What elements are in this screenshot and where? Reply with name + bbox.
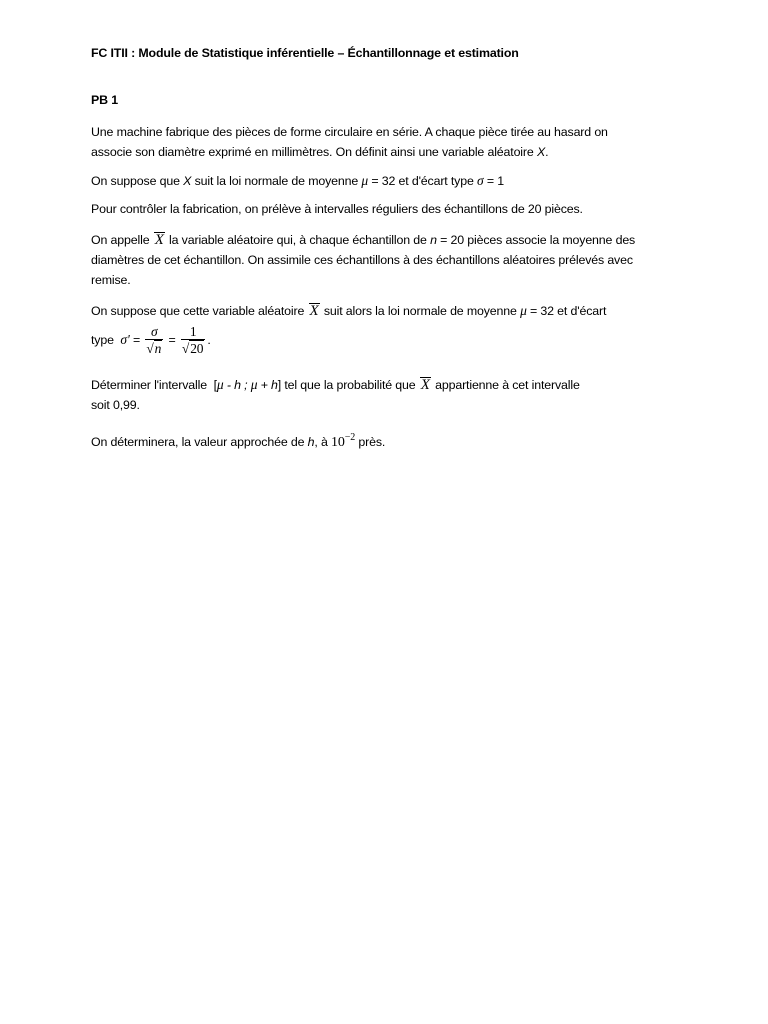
paragraph-5-line-1 xyxy=(91,303,606,319)
paragraph-4-line-2: diamètres de cet échantillon. On assimile ces échantillons à des échantillons aléatoires prélevés avec xyxy=(91,253,633,267)
variable-h: h xyxy=(307,435,315,449)
p6-text-3: appartienne à cet intervalle xyxy=(435,378,580,392)
paragraph-1-line-2 xyxy=(91,144,548,160)
xbar-symbol: X xyxy=(309,303,319,319)
p2-text-2: suit la loi normale de moyenne xyxy=(194,174,359,188)
plus-h: + h xyxy=(260,378,278,392)
equals-sign: = xyxy=(132,333,141,347)
fraction-denominator xyxy=(181,340,205,357)
p4-text-1: On appelle xyxy=(91,233,150,247)
p6-text-2: tel que la probabilité que xyxy=(284,378,416,392)
xbar-symbol: X xyxy=(420,377,430,393)
p5-end: . xyxy=(207,333,211,347)
paragraph-3: Pour contrôler la fabrication, on prélève à intervalles réguliers des échantillons de 20 pièces. xyxy=(91,202,583,216)
problem-heading: PB 1 xyxy=(91,93,118,107)
paragraph-1-line-1: Une machine fabrique des pièces de forme circulaire en série. A chaque pièce tirée au hasard on xyxy=(91,125,608,139)
variable-n: n xyxy=(430,233,437,247)
sqrt-symbol: √20 xyxy=(181,341,204,357)
radicand: 20 xyxy=(190,341,204,357)
paragraph-4-line-3: remise. xyxy=(91,273,131,287)
mu-symbol: μ xyxy=(520,303,527,318)
fraction-numerator: σ xyxy=(145,324,163,340)
paragraph-4-line-1 xyxy=(91,232,635,248)
p5-text-1: On suppose que cette variable aléatoire xyxy=(91,304,305,318)
paragraph-7 xyxy=(91,430,385,451)
sqrt-symbol: √n xyxy=(146,341,162,357)
p7-text-3: près. xyxy=(358,435,386,449)
document-title: FC ITII : Module de Statistique inférentielle – Échantillonnage et estimation xyxy=(91,46,519,60)
p2-text-1: On suppose que xyxy=(91,174,180,188)
mu-symbol: μ xyxy=(216,377,224,392)
p4-text-2: la variable aléatoire qui, à chaque échantillon de xyxy=(169,233,427,247)
variable-x: X xyxy=(536,145,546,159)
paragraph-2 xyxy=(91,173,504,189)
radicand: n xyxy=(154,341,162,357)
equals-sign: = xyxy=(168,333,176,347)
fraction-one-over-sqrt-20 xyxy=(181,324,205,357)
p2-text-4: = 1 xyxy=(486,174,504,188)
p5-text-4: type xyxy=(91,333,114,347)
sigma-prime-symbol: σ' xyxy=(120,332,130,347)
p2-text-3: = 32 et d'écart type xyxy=(371,174,474,188)
xbar-symbol: X xyxy=(154,232,164,248)
paragraph-5-line-2 xyxy=(91,322,211,358)
left-bracket: [ xyxy=(213,378,217,392)
fraction-denominator xyxy=(145,340,163,357)
variable-x: X xyxy=(183,174,192,188)
fraction-sigma-over-sqrt-n xyxy=(145,324,163,357)
power-base: 10 xyxy=(331,435,345,450)
sigma-symbol: σ xyxy=(477,173,484,188)
right-bracket: ] xyxy=(277,378,282,392)
p1-end: . xyxy=(545,145,549,159)
paragraph-6-line-1 xyxy=(91,377,580,393)
p5-text-2: suit alors la loi normale de moyenne xyxy=(323,304,517,318)
power-exponent: −2 xyxy=(344,432,356,443)
minus-h: - h ; xyxy=(226,378,248,392)
fraction-numerator: 1 xyxy=(181,324,205,340)
p4-text-3: = 20 pièces associe la moyenne des xyxy=(440,233,636,247)
p1-text: associe son diamètre exprimé en millimètres. On définit ainsi une variable aléatoire xyxy=(91,145,534,159)
p7-text-2: , à xyxy=(314,435,328,449)
mu-symbol: μ xyxy=(361,173,369,188)
power-of-ten xyxy=(331,432,356,450)
paragraph-6-line-2: soit 0,99. xyxy=(91,398,140,412)
p5-text-3: = 32 et d'écart xyxy=(530,304,607,318)
mu-symbol: μ xyxy=(250,377,258,392)
p6-text-1: Déterminer l'intervalle xyxy=(91,378,207,392)
p7-text-1: On déterminera, la valeur approchée de xyxy=(91,435,305,449)
